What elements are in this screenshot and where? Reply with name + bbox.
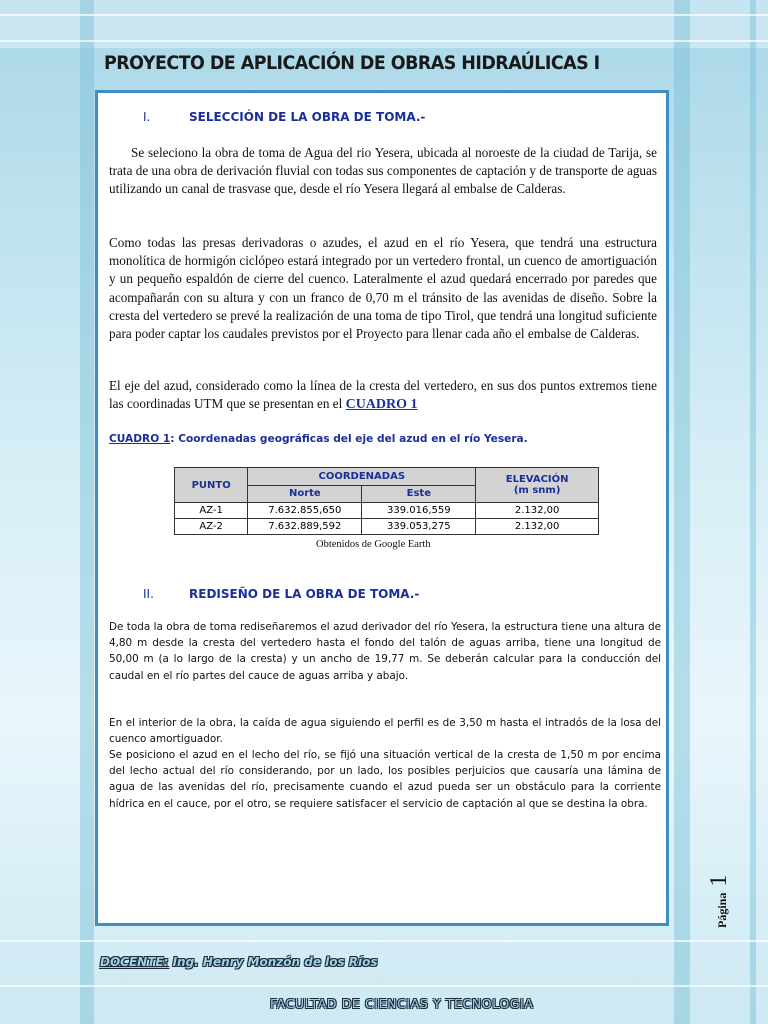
background-line (0, 985, 768, 987)
section-2-paragraph-2-text: En el interior de la obra, la caída de agua siguiendo el perfil es de 3,50 m hasta el intradós de la losa del cuenco amortiguador. (109, 717, 661, 746)
header-punto: PUNTO (175, 468, 248, 503)
section-2-heading (143, 587, 419, 601)
section-1-paragraph-2 (109, 234, 657, 343)
page-title: PROYECTO DE APLICACIÓN DE OBRAS HIDRAÚLICAS I (104, 52, 600, 74)
background-line (0, 40, 768, 42)
section-1-heading (143, 110, 425, 124)
section-1-title: SELECCIÓN DE LA OBRA DE TOMA.- (189, 110, 426, 124)
section-2-paragraph-2 (109, 715, 661, 747)
cell-elevacion: 2.132,00 (476, 503, 599, 519)
cell-punto: AZ-2 (175, 519, 248, 535)
table-row (175, 503, 599, 519)
section-1-paragraph-3 (109, 377, 657, 414)
background-stripe (674, 0, 690, 1024)
section-1-number: I. (143, 110, 151, 124)
cell-este: 339.053,275 (362, 519, 476, 535)
footer-docente (100, 955, 378, 969)
header-este: Este (362, 485, 476, 503)
cell-norte: 7.632.855,650 (248, 503, 362, 519)
section-2-paragraph-3 (109, 747, 661, 812)
section-1-paragraph-1 (109, 144, 657, 199)
content-frame (95, 90, 669, 926)
page-number (706, 874, 732, 928)
table-source-note: Obtenidos de Google Earth (316, 539, 431, 550)
cell-elevacion: 2.132,00 (476, 519, 599, 535)
table-caption-text: : Coordenadas geográficas del eje del azud en el río Yesera. (170, 433, 528, 445)
docente-name: Ing. Henry Monzón de los Ríos (168, 955, 378, 969)
section-2-number: II. (143, 587, 154, 601)
section-2-paragraph-1 (109, 619, 661, 684)
table-caption-label: CUADRO 1 (109, 433, 171, 445)
header-norte: Norte (248, 485, 362, 503)
docente-label: DOCENTE: (100, 955, 169, 969)
background-stripe (750, 0, 756, 1024)
background-stripe (80, 0, 94, 1024)
table-caption (109, 433, 528, 445)
section-1-paragraph-2-text: Como todas las presas derivadoras o azudes, el azud en el río Yesera, que tendrá una estructura monolítica de hormigón ciclópeo estará integrado por un vertedero frontal, un cuenco de amortiguación y un pequeño espaldón de cierre del cuenco. Lateralmente el azud quedará encerrado por paredes que acompañarán con su altura y con un franco de 0,70 m el tránsito de las avenidas de diseño. Sobre la cresta del vertedero se prevé la realización de una toma de tipo Tirol, que tendrá una longitud suficiente para poder captar los caudales previstos por el Proyecto para llenar cada año el embalse de Calderas. (109, 235, 657, 342)
cell-este: 339.016,559 (362, 503, 476, 519)
header-elevacion-unit: (m snm) (513, 485, 561, 496)
coordinates-table (174, 467, 599, 535)
table-row (175, 519, 599, 535)
header-coordenadas: COORDENADAS (248, 468, 476, 486)
cell-norte: 7.632.889,592 (248, 519, 362, 535)
cell-punto: AZ-1 (175, 503, 248, 519)
cuadro-1-link[interactable]: CUADRO 1 (345, 397, 418, 413)
background-line (0, 940, 768, 942)
section-2-paragraph-1-text: De toda la obra de toma rediseñaremos el azud derivador del río Yesera, la estructura tiene una altura de 4,80 m desde la cresta del vertedero hasta el fondo del talón de aguas arriba, tiene una longitud de 50,00 m (a lo largo de la cresta) y un ancho de 19,77 m. Se deberán calcular para la conducción del caudal en el río partes del cauce de aguas arriba y abajo. (109, 621, 661, 682)
section-2-paragraph-3-text: Se posiciono el azud en el lecho del río, se fijó una situación vertical de la cresta de 1,50 m por encima del lecho actual del río considerando, por un lado, los posibles perjuicios que causaría una lámina de agua de las avenidas del río, precisamente cuando el azud pueda ser un obstáculo para la corriente hídrica en el cauce, por el otro, se requiere satisfacer el servicio de captación al que se destina la obra. (109, 749, 661, 810)
section-1-paragraph-1-text: Se seleciono la obra de toma de Agua del rio Yesera, ubicada al noroeste de la ciudad de Tarija, se trata de una obra de derivación fluvial con todas sus componentes de captación y de transporte de aguas utilizando un canal de trasvase que, desde el río Yesera llegará al embalse de Calderas. (109, 145, 657, 197)
section-2-title: REDISEÑO DE LA OBRA DE TOMA.- (189, 587, 420, 601)
footer-faculty: FACULTAD DE CIENCIAS Y TECNOLOGIA (270, 996, 534, 1011)
background-line (0, 14, 768, 16)
page-number-label: Página (715, 892, 729, 928)
header-elevacion (476, 468, 599, 503)
header-elevacion-title: ELEVACIÓN (505, 474, 569, 485)
page-number-value: 1 (706, 874, 732, 887)
section-1-paragraph-3-text: El eje del azud, considerado como la línea de la cresta del vertedero, en sus dos puntos extremos tiene las coordinadas UTM que se presentan en el (109, 378, 657, 412)
